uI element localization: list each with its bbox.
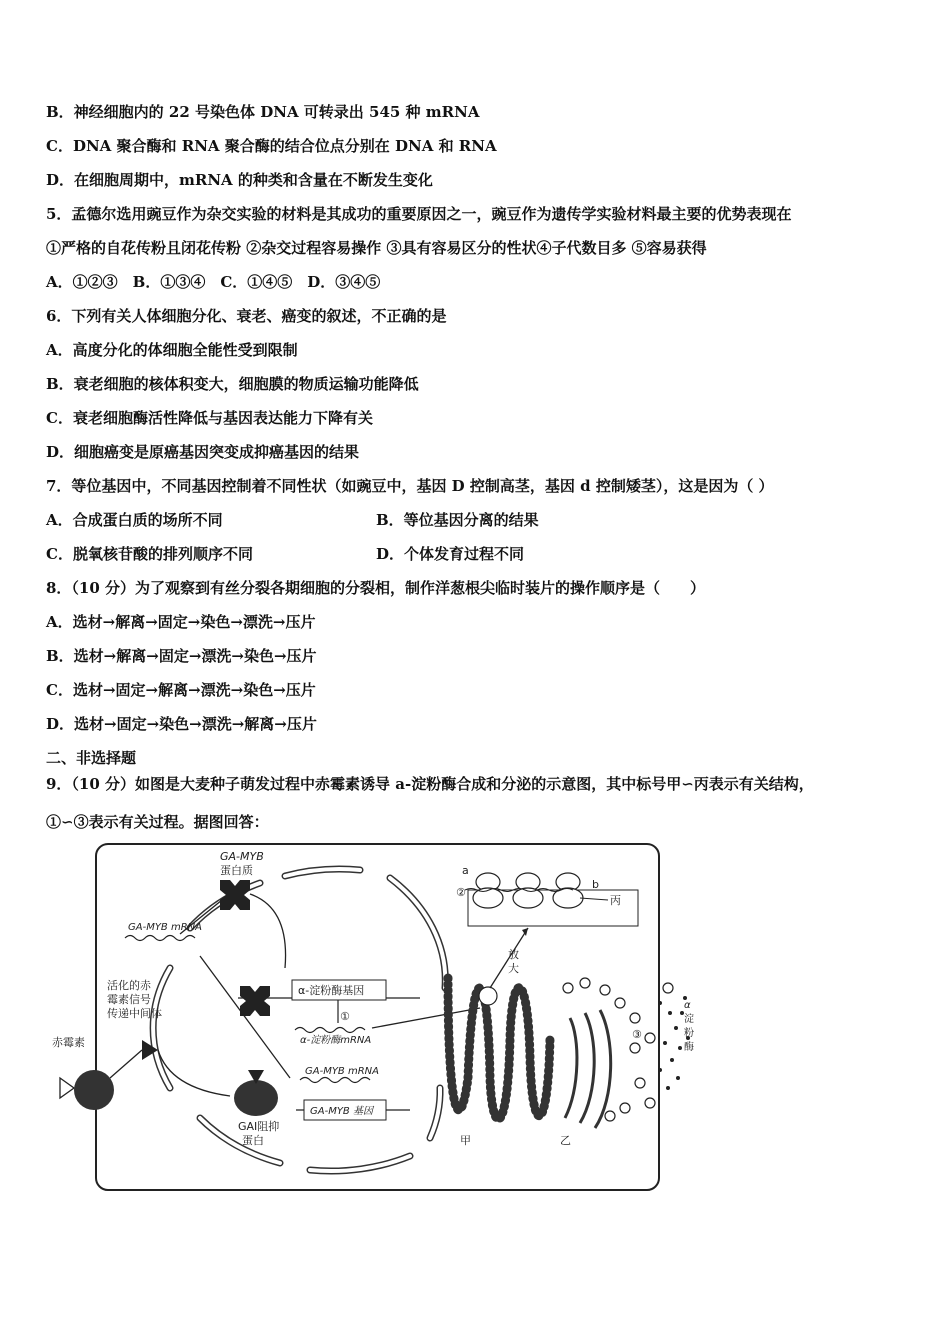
gai-label-2: 蛋白 [242, 1134, 264, 1147]
nuclear-envelope [153, 869, 445, 1171]
q6-option-b: B．衰老细胞的核体积变大，细胞膜的物质运输功能降低 [46, 375, 419, 393]
amylase-gene-label: α-淀粉酶基因 [298, 984, 365, 997]
ga-myb-mrna-top-label: GA-MYB mRNA [128, 922, 202, 933]
q8-option-d: D．选材→固定→染色→漂洗→解离→压片 [46, 715, 317, 733]
q9-stem-line1: 9．（10 分）如图是大麦种子萌发过程中赤霉素诱导 a-淀粉酶合成和分泌的示意图，其中标号甲∽丙表示有关结构， [46, 775, 814, 793]
section-heading: 二、非选择题 [46, 749, 137, 767]
q7-option-b: B．等位基因分离的结果 [376, 511, 539, 529]
receptor [74, 1070, 114, 1110]
q5-options: A．①②③ B．①③④ C．①④⑤ D．③④⑤ [46, 273, 381, 291]
yi-label: 乙 [560, 1134, 571, 1147]
process-2-label: ② [456, 886, 466, 899]
gibberellin-molecule [60, 1078, 74, 1098]
enlarge-label-1: 放 [508, 948, 519, 961]
q5-items: ①严格的自花传粉且闭花传粉 ②杂交过程容易操作 ③具有容易区分的性状④子代数目多 ⑤容易获得 [46, 239, 707, 257]
protein-label: 蛋白质 [220, 864, 253, 877]
q7-option-c: C．脱氧核苷酸的排列顺序不同 [46, 545, 253, 563]
activated-intermediate-label-3: 传递中间体 [107, 1007, 162, 1020]
bing-label: 丙 [610, 894, 621, 907]
amylase-vertical-3: 粉 [684, 1028, 694, 1039]
q9-stem-line2: ①∽③表示有关过程。据图回答： [46, 813, 269, 831]
q8-option-a: A．选材→解离→固定→染色→漂洗→压片 [46, 613, 316, 631]
amylase-mrna-label: α-淀粉酶mRNA [300, 1035, 372, 1046]
q7-option-d: D．个体发育过程不同 [376, 545, 525, 563]
amylase-synthesis-diagram [52, 838, 700, 1200]
zoom-circle [479, 987, 497, 1005]
q4-option-c: C．DNA 聚合酶和 RNA 聚合酶的结合位点分别在 DNA 和 RNA [46, 137, 497, 155]
q7-stem: 7．等位基因中，不同基因控制着不同性状（如豌豆中，基因 D 控制高茎，基因 d 控制矮茎），这是因为（ ） [46, 477, 774, 495]
ga-myb-protein-shape [220, 880, 250, 910]
activated-intermediate-label-1: 活化的赤 [107, 979, 151, 992]
gai-label-1: GAI阻抑 [238, 1120, 280, 1133]
amylase-vertical-2: 淀 [684, 1014, 694, 1025]
label-a: a [462, 864, 469, 877]
q7-option-a: A．合成蛋白质的场所不同 [46, 511, 223, 529]
ribosomes [473, 873, 583, 908]
process-3-label: ③ [632, 1028, 642, 1041]
q6-stem: 6．下列有关人体细胞分化、衰老、癌变的叙述，不正确的是 [46, 307, 447, 325]
ga-myb-protein-label: GA-MYB [220, 850, 264, 863]
q8-stem: 8．（10 分）为了观察到有丝分裂各期细胞的分裂相，制作洋葱根尖临时装片的操作顺序是（ ） [46, 579, 706, 597]
amylase-vertical-1: α [684, 1000, 691, 1011]
process-1-label: ① [340, 1010, 350, 1023]
label-b: b [592, 878, 599, 891]
q6-option-d: D．细胞癌变是原癌基因突变成抑癌基因的结果 [46, 443, 360, 461]
gibberellin-label: 赤霉素 [52, 1036, 85, 1049]
jia-label: 甲 [460, 1134, 471, 1147]
q8-option-c: C．选材→固定→解离→漂洗→染色→压片 [46, 681, 316, 699]
enlarge-label-2: 大 [508, 962, 519, 975]
ga-myb-mrna-bottom-label: GA-MYB mRNA [305, 1066, 379, 1077]
golgi-apparatus [565, 1010, 611, 1128]
q6-option-c: C．衰老细胞酶活性降低与基因表达能力下降有关 [46, 409, 373, 427]
gai-repressor [234, 1080, 278, 1116]
q5-stem: 5．孟德尔选用豌豆作为杂交实验的材料是其成功的重要原因之一，豌豆作为遗传学实验材料最主要的优势表现在 [46, 205, 792, 223]
vesicles [563, 978, 673, 1121]
amylase-vertical-4: 酶 [684, 1042, 694, 1053]
activated-intermediate-label-2: 霉素信号 [107, 993, 151, 1006]
q6-option-a: A．高度分化的体细胞全能性受到限制 [46, 341, 298, 359]
q4-option-b: B．神经细胞内的 22 号染色体 DNA 可转录出 545 种 mRNA [46, 103, 480, 121]
q4-option-d: D．在细胞周期中，mRNA 的种类和含量在不断发生变化 [46, 171, 433, 189]
q8-option-b: B．选材→解离→固定→漂洗→染色→压片 [46, 647, 317, 665]
ga-myb-gene-label: GA-MYB 基因 [310, 1106, 373, 1117]
